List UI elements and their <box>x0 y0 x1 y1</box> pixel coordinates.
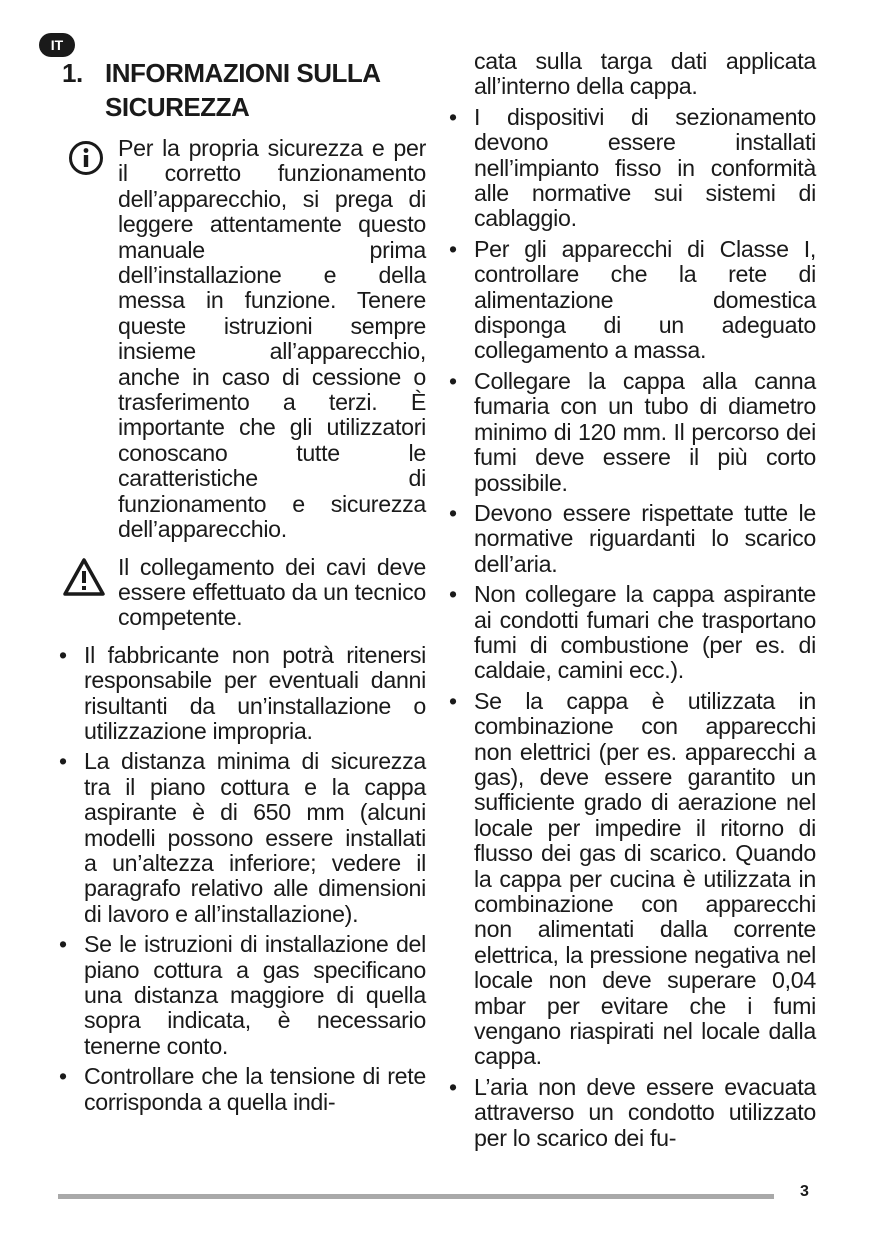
footer-divider <box>58 1194 774 1199</box>
language-badge: IT <box>39 33 75 57</box>
list-item: • Collegare la cappa alla canna fumaria con un tubo di diametro minimo di 120 mm. Il percorso dei fumi deve essere il più corto possibile. <box>448 369 816 496</box>
right-bullet-list <box>448 105 816 1151</box>
left-bullet-list <box>58 643 426 1115</box>
warning-note <box>58 555 426 631</box>
list-item: • L’aria non deve essere evacuata attraverso un condotto utilizzato per lo scarico dei fu- <box>448 1075 816 1151</box>
info-note-text: Per la propria sicurezza e per il corretto funzionamento dell’apparecchio, si prega di leggere attentamente questo manuale prima dell’installazione e della messa in funzione. Tenere queste istruzioni sempre insieme all’apparecchio, anche in caso di cessione o trasferimento a terzi. È importante che gli utilizzatori conoscano tutte le caratteristiche di funzionamento e sicurezza dell’apparecchio. <box>118 135 426 543</box>
warning-icon <box>62 557 106 597</box>
list-item: • Se le istruzioni di installazione del piano cottura a gas specificano una distanza maggiore di quella sopra indicata, è necessario tenerne conto. <box>58 932 426 1059</box>
list-item: • La distanza minima di sicurezza tra il piano cottura e la cappa aspirante è di 650 mm (alcuni modelli possono essere installati a un’altezza inferiore; vedere il paragrafo relativo alle dimensioni di lavoro e all’installazione). <box>58 749 426 927</box>
list-item: • Per gli apparecchi di Classe I, controllare che la rete di alimentazione domestica disponga di un adeguato collegamento a massa. <box>448 237 816 364</box>
list-item: • I dispositivi di sezionamento devono essere installati nell’impianto fisso in conformità alle normative sui sistemi di cablaggio. <box>448 105 816 232</box>
list-item: • Non collegare la cappa aspirante ai condotti fumari che trasportano fumi di combustione (per es. di caldaie, camini ecc.). <box>448 582 816 684</box>
list-item: • Se la cappa è utilizzata in combinazione con apparecchi non elettrici (per es. apparecchi a gas), deve essere garantito un sufficiente grado di aerazione nel locale per impedire il ritorno di flusso dei gas di scarico. Quando la cappa per cucina è utilizzata in combinazione con apparecchi non alimentati dalla corrente elettrica, la pressione negativa nel locale non deve superare 0,04 mbar per evitare che i fumi vengano riaspirati nel locale dalla cappa. <box>448 689 816 1070</box>
section-title <box>62 56 442 124</box>
section-number: 1. <box>62 58 83 88</box>
right-column <box>448 49 816 1156</box>
info-icon <box>68 140 104 176</box>
list-item: • Il fabbricante non potrà ritenersi responsabile per eventuali danni risultanti da un’installazione o utilizzazione impropria. <box>58 643 426 745</box>
warning-note-text: Il collegamento dei cavi deve essere effettuato da un tecnico competente. <box>118 553 426 631</box>
page-number: 3 <box>800 1183 809 1200</box>
list-item: • Devono essere rispettate tutte le normative riguardanti lo scarico dell’aria. <box>448 501 816 577</box>
left-column <box>58 136 426 1120</box>
continued-text: cata sulla targa dati applicata all’interno della cappa. <box>474 48 816 100</box>
info-note <box>58 136 426 543</box>
list-item: • Controllare che la tensione di rete corrisponda a quella indi- <box>58 1064 426 1115</box>
section-title-text: INFORMAZIONI SULLA SICUREZZA <box>105 58 380 122</box>
